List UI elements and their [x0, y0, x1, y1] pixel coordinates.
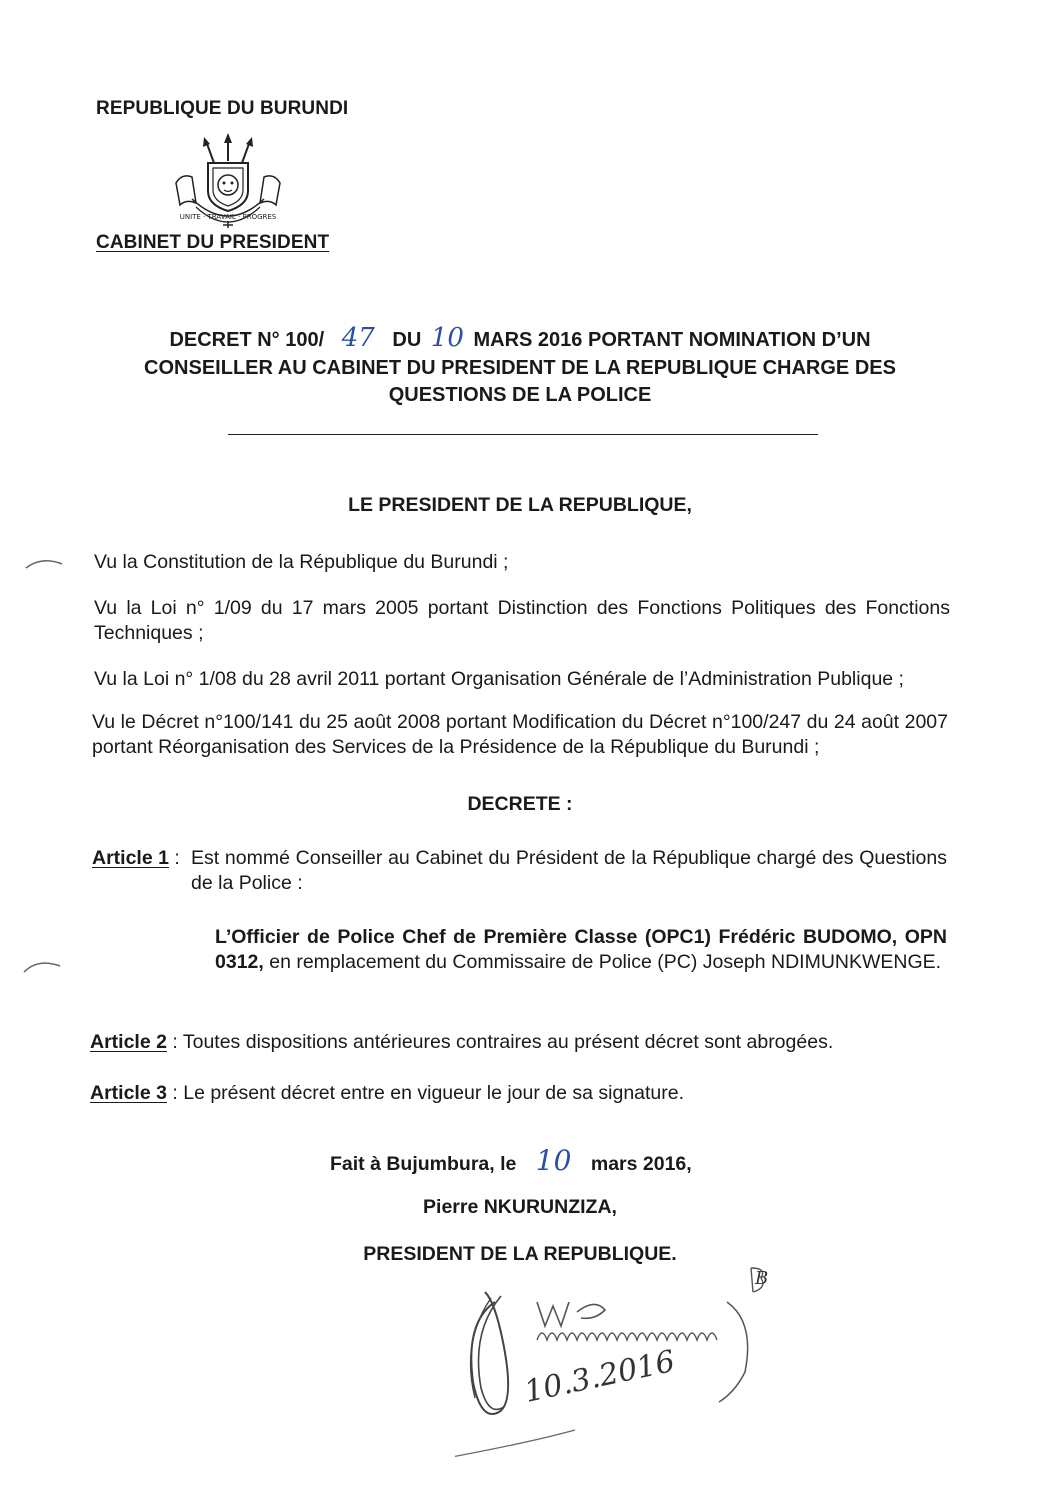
place-date-line: [330, 1144, 692, 1177]
decree-title-line3: QUESTIONS DE LA POLICE: [388, 384, 652, 406]
signature-initial: B: [755, 1268, 769, 1289]
margin-mark: [22, 958, 62, 974]
margin-mark: [24, 556, 64, 570]
date-day-handwritten: 10: [535, 1144, 572, 1177]
decrete-heading: DECRETE :: [467, 793, 573, 815]
appointee-paragraph: [215, 925, 947, 975]
title-divider: [228, 434, 818, 435]
decree-number-prefix: DECRET N° 100/: [169, 329, 325, 351]
article-2-label: Article 2: [90, 1031, 167, 1053]
article-2-text: Toutes dispositions antérieures contraires au présent décret sont abrogées.: [182, 1031, 834, 1053]
coat-of-arms-emblem: [168, 133, 288, 228]
cabinet-name: CABINET DU PRESIDENT: [96, 232, 330, 253]
decree-number-handwritten: 47: [341, 323, 375, 353]
decree-title-line1: [120, 325, 920, 354]
article-2: [90, 1030, 950, 1055]
president-heading: LE PRESIDENT DE LA REPUBLIQUE,: [348, 494, 692, 516]
article-separator: :: [166, 1082, 184, 1104]
article-3-text: Le présent décret entre en vigueur le jour de sa signature.: [183, 1082, 685, 1104]
article-separator: :: [168, 847, 180, 869]
signature-handwritten-date: 10.3.2016: [521, 1343, 679, 1410]
article-3-label: Article 3: [90, 1082, 167, 1104]
article-1-label-wrap: [92, 846, 180, 871]
visa-item: Vu la Loi n° 1/08 du 28 avril 2011 portant Organisation Générale de l’Administration Publique ;: [94, 668, 904, 690]
decree-du: DU: [392, 329, 422, 351]
decree-title-rest: MARS 2016 PORTANT NOMINATION D’UN: [473, 329, 871, 351]
article-3: [90, 1081, 950, 1106]
signatory-name: Pierre NKURUNZIZA,: [423, 1196, 617, 1218]
article-1-label: Article 1: [92, 847, 169, 869]
visa-item: Vu la Loi n° 1/09 du 17 mars 2005 portant Distinction des Fonctions Politiques des Fonctions Techniques ;: [94, 597, 950, 644]
visa-item: Vu le Décret n°100/141 du 25 août 2008 portant Modification du Décret n°100/247 du 24 août 2007 portant Réorganisation des Services de la Présidence de la République du Burundi ;: [92, 711, 948, 758]
presidential-signature: [455, 1262, 785, 1487]
signatory-role: PRESIDENT DE LA REPUBLIQUE.: [363, 1243, 677, 1265]
emblem-motto: UNITE · TRAVAIL · PROGRES: [179, 213, 277, 221]
date-suffix: mars 2016,: [590, 1153, 692, 1175]
appointee-name: L’Officier de Police Chef de Première Classe (OPC1) Frédéric BUDOMO, OPN 0312,: [215, 926, 947, 973]
place-prefix: Fait à Bujumbura, le: [330, 1153, 517, 1175]
article-1-text: Est nommé Conseiller au Cabinet du Président de la République chargé des Questions de la Police :: [191, 847, 947, 894]
appointee-replacement: en remplacement du Commissaire de Police (PC) Joseph NDIMUNKWENGE.: [263, 951, 942, 973]
country-name: REPUBLIQUE DU BURUNDI: [96, 98, 349, 119]
decree-day-handwritten: 10: [430, 323, 464, 353]
article-separator: :: [166, 1031, 183, 1053]
decree-title-line2: CONSEILLER AU CABINET DU PRESIDENT DE LA REPUBLIQUE CHARGE DES: [144, 357, 896, 379]
visa-item: Vu la Constitution de la République du Burundi ;: [94, 551, 509, 573]
